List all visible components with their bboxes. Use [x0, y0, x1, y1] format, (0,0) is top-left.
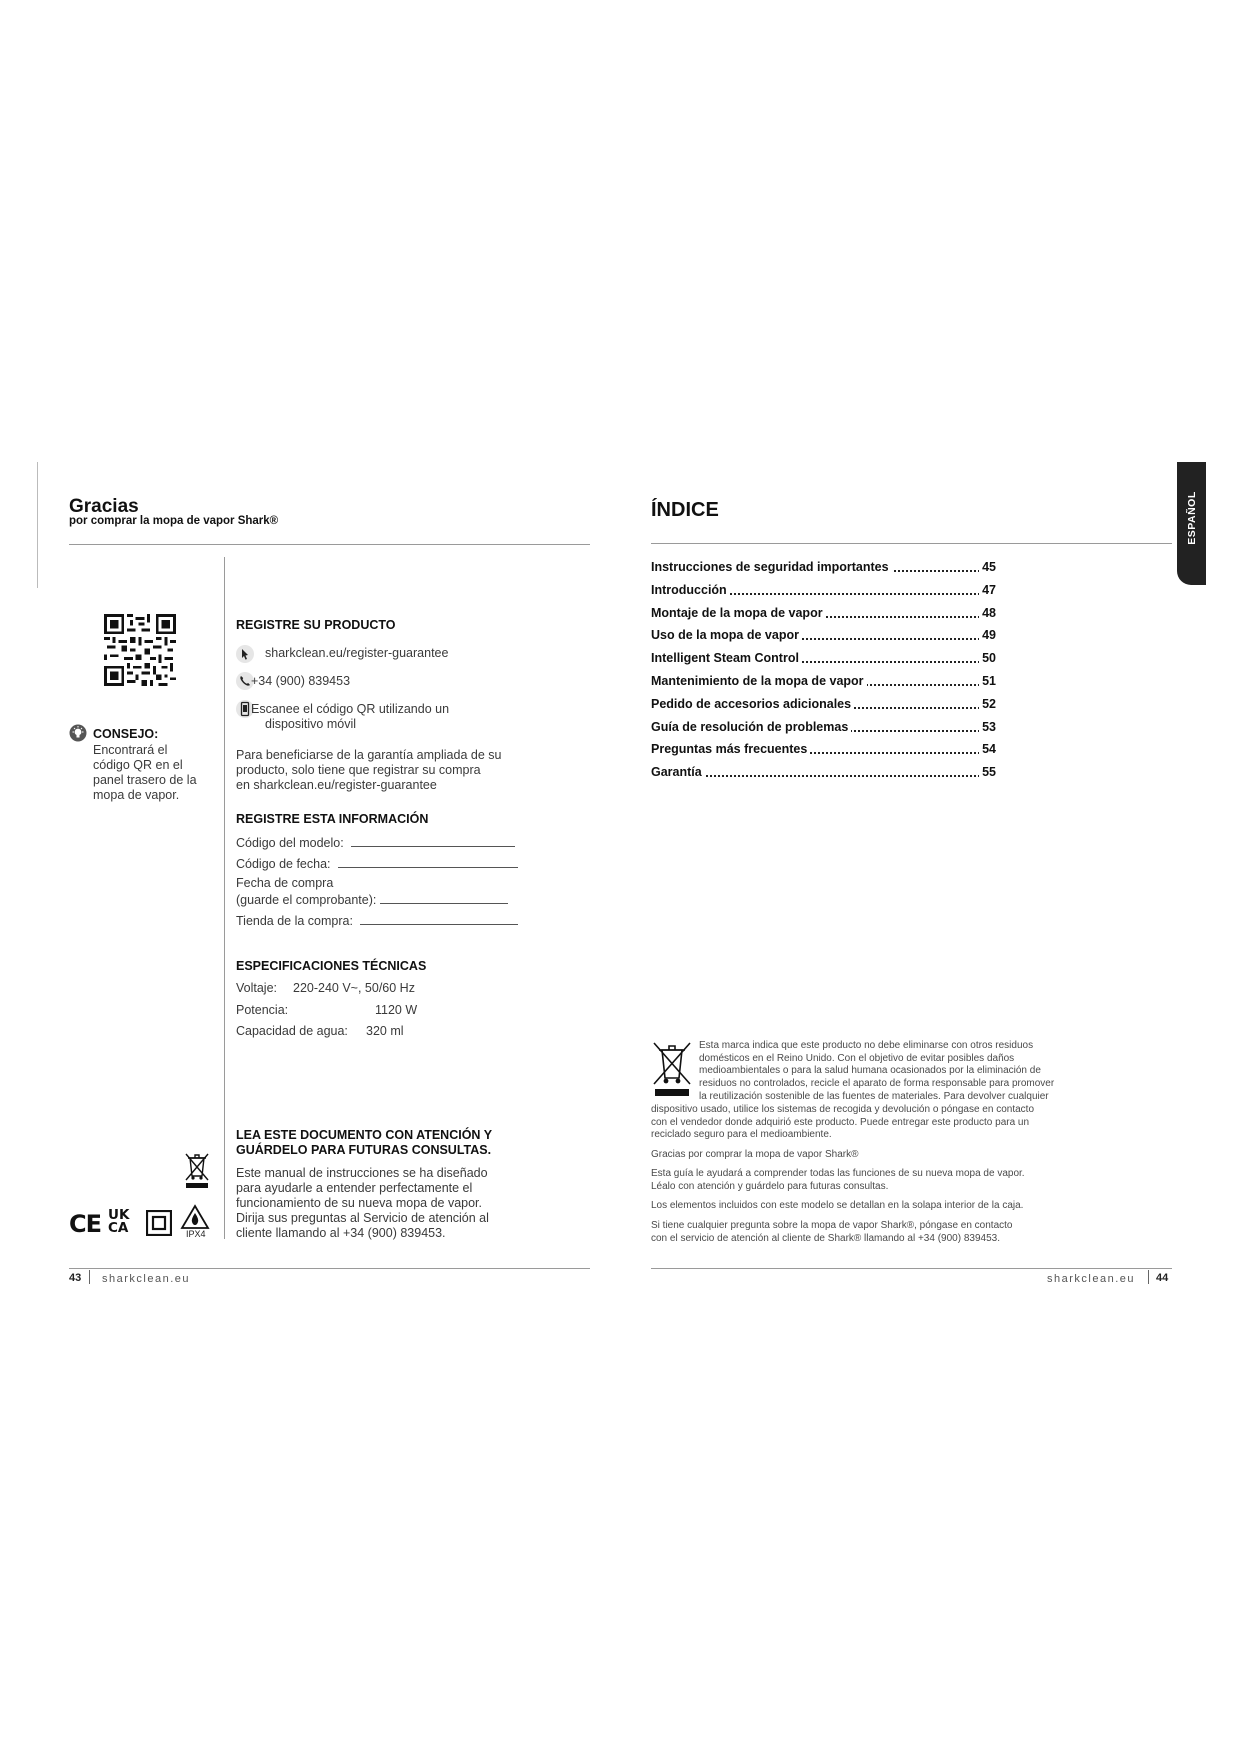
page-number: 43 [69, 1272, 82, 1284]
register-scan-line-1: Escanee el código QR utilizando un [251, 702, 450, 716]
language-tab [1177, 462, 1206, 585]
spec-power-value: 1120 W [375, 1003, 418, 1017]
ce-mark-icon: CE [69, 1210, 102, 1238]
register-benefit-text: Para beneficiarse de la garantía ampliada de su producto, solo tiene que registrar su compra en sharkclean.eu/register-guarantee [236, 748, 502, 792]
divider [69, 1268, 590, 1269]
toc-item: Intelligent Steam Control 50 [651, 651, 996, 665]
store-field: Tienda de la compra: [236, 912, 518, 929]
footer-separator [1148, 1270, 1149, 1284]
toc-item: Mantenimiento de la mopa de vapor 51 [651, 674, 996, 688]
page-number: 44 [1156, 1272, 1169, 1284]
weee-bin-icon [651, 1040, 693, 1098]
purchase-date-field: Fecha de compra (guarde el comprobante): [236, 876, 508, 908]
register-url: sharkclean.eu/register-guarantee [265, 646, 449, 660]
toc-item: Pedido de accesorios adicionales 52 [651, 697, 996, 711]
tip-heading: CONSEJO: [93, 727, 159, 741]
footer-url: sharkclean.eu [1047, 1273, 1135, 1285]
spec-water-label: Capacidad de agua: [236, 1024, 348, 1038]
mouse-click-icon [235, 644, 255, 664]
register-phone: +34 (900) 839453 [251, 674, 351, 688]
read-body-text: Este manual de instrucciones se ha diseñado para ayudarle a entender perfectamente el funcionamiento de su nueva mopa de vapor. Dirija sus preguntas al Servicio de atención al cliente llamando al +34 (900) 839453. [236, 1166, 489, 1240]
water-drop-warning-icon [180, 1204, 210, 1230]
contact-note: Si tiene cualquier pregunta sobre la mopa de vapor Shark®, póngase en contacto con el servicio de atención al cliente de Shark® llamando al +34 (900) 839453. [651, 1220, 1013, 1244]
read-heading: LEA ESTE DOCUMENTO CON ATENCIÓN Y GUÁRDELO PARA FUTURAS CONSULTAS. [236, 1128, 493, 1157]
model-code-field: Código del modelo: [236, 834, 515, 851]
toc-item: Instrucciones de seguridad importantes 45 [651, 560, 996, 574]
spec-voltage-label: Voltaje: [236, 981, 278, 995]
index-title: ÍNDICE [651, 499, 719, 521]
weee-notice-text: Esta marca indica que este producto no debe eliminarse con otros residuos domésticos en el Reino Unido. Con el objetivo de evitar posibles daños medioambientales o para la salud humana ocasionados por la eliminación de residuos no controlados, recicle el aparato de forma responsable para promover la reutilización sostenible de las fuentes de materiales. Para devolver cualquier [699, 1040, 1055, 1102]
left-page-title: Gracias [69, 496, 139, 517]
ipx-rating: IPX4 [186, 1229, 206, 1239]
qr-code-icon [104, 614, 176, 686]
thanks-note: Gracias por comprar la mopa de vapor Shark® [651, 1149, 859, 1160]
spec-water-value: 320 ml [366, 1024, 404, 1038]
weee-bin-icon [184, 1152, 210, 1189]
toc-item: Guía de resolución de problemas 53 [651, 720, 996, 734]
toc-item: Montaje de la mopa de vapor 48 [651, 606, 996, 620]
register-scan-line-2: dispositivo móvil [265, 717, 357, 731]
lightbulb-icon [69, 724, 87, 742]
footer-separator [89, 1270, 90, 1284]
left-page-subtitle: por comprar la mopa de vapor Shark® [69, 515, 279, 527]
weee-notice-text-continued: dispositivo usado, utilice los sistemas de recogida y devolución o póngase en contacto con el vendedor donde adquirió este producto. Puede entregar este producto para un reciclado seguro para el medioambiente. [651, 1104, 1035, 1141]
info-heading: REGISTRE ESTA INFORMACIÓN [236, 812, 429, 826]
included-note: Los elementos incluidos con este modelo se detallan en la solapa interior de la caja. [651, 1200, 1024, 1211]
column-divider [224, 557, 225, 1239]
specs-heading: ESPECIFICACIONES TÉCNICAS [236, 959, 427, 973]
page-edge-line [37, 462, 38, 588]
language-tab-label: ESPAÑOL [1185, 491, 1198, 545]
toc-item: Preguntas más frecuentes 54 [651, 742, 996, 756]
toc-item: Introducción 47 [651, 583, 996, 597]
ukca-mark-icon: UK CA [108, 1207, 130, 1236]
class-ii-double-insulation-icon [146, 1210, 172, 1236]
divider [69, 544, 590, 545]
tip-text: Encontrará el código QR en el panel trasero de la mopa de vapor. [93, 743, 197, 802]
spec-voltage-value: 220-240 V~, 50/60 Hz [293, 981, 415, 995]
divider [651, 1268, 1172, 1269]
divider [651, 543, 1172, 544]
date-code-field: Código de fecha: [236, 855, 518, 872]
toc-item: Uso de la mopa de vapor 49 [651, 628, 996, 642]
guide-note: Esta guía le ayudará a comprender todas las funciones de su nueva mopa de vapor. Léalo con atención y guárdelo para futuras consultas. [651, 1168, 1025, 1192]
toc-item: Garantía 55 [651, 765, 996, 779]
footer-url: sharkclean.eu [102, 1273, 190, 1285]
spec-power-label: Potencia: [236, 1003, 289, 1017]
register-heading: REGISTRE SU PRODUCTO [236, 618, 396, 632]
